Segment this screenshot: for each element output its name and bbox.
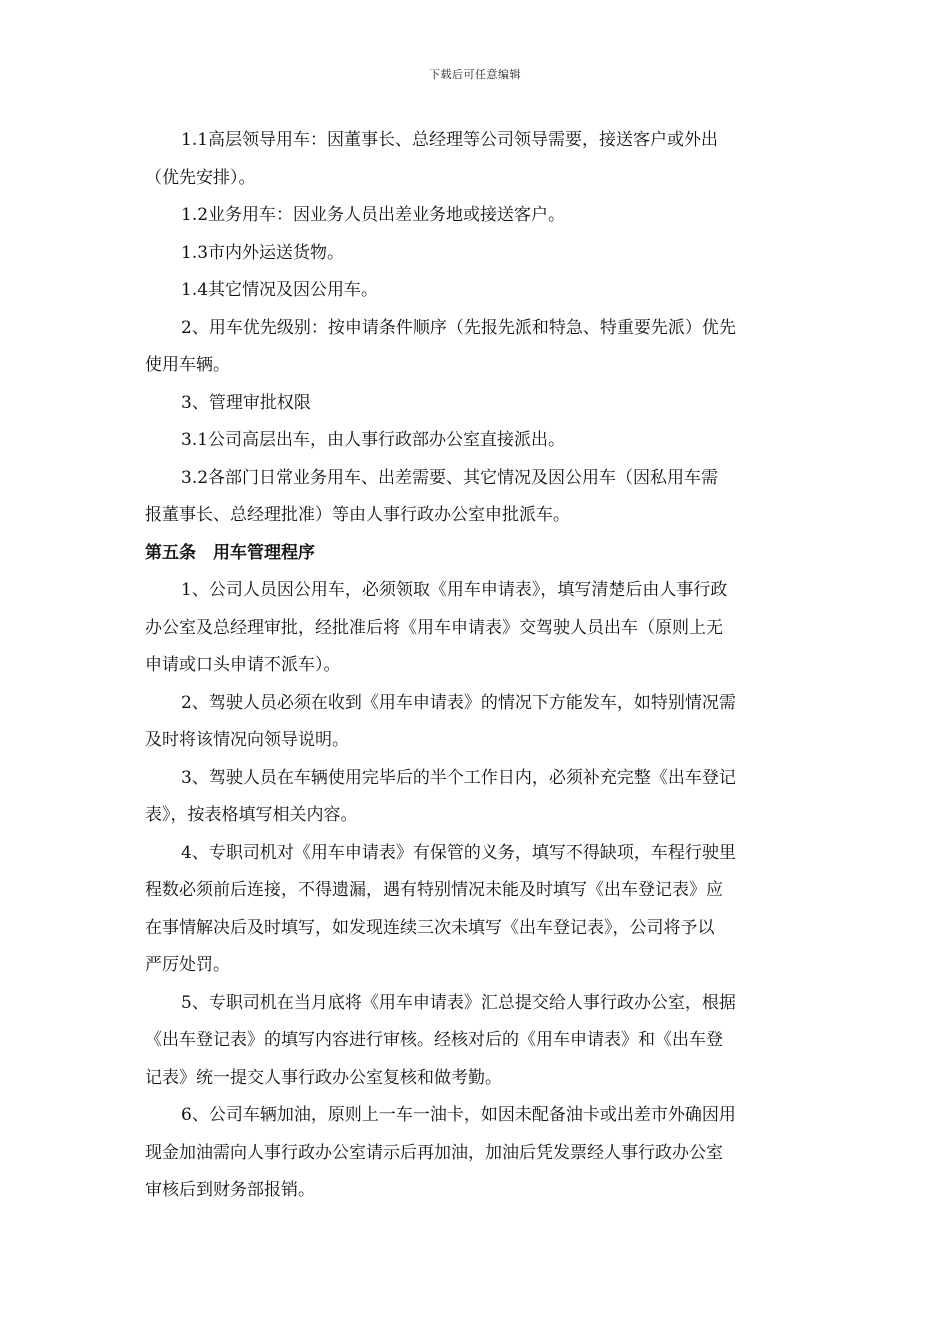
paragraph-line: 3.1公司高层出车，由人事行政部办公室直接派出。 [181, 430, 566, 450]
paragraph-line: 使用车辆。 [145, 355, 230, 375]
paragraph-line: 1.3市内外运送货物。 [181, 242, 345, 263]
paragraph-line: 报董事长、总经理批准）等由人事行政办公室申批派车。 [145, 505, 570, 525]
paragraph-line: 在事情解决后及时填写，如发现连续三次未填写《出车登记表》，公司将予以 [145, 917, 715, 938]
download-note: 下载后可任意编辑 [429, 68, 521, 81]
paragraph-line: 1、公司人员因公用车，必须领取《用车申请表》，填写清楚后由人事行政 [181, 580, 728, 600]
paragraph-line: 1.1高层领导用车：因董事长、总经理等公司领导需要，接送客户或外出 [181, 130, 719, 150]
paragraph-line: 5、专职司机在当月底将《用车申请表》汇总提交给人事行政办公室，根据 [181, 992, 736, 1013]
paragraph-line: 现金加油需向人事行政办公室请示后再加油，加油后凭发票经人事行政办公室 [145, 1142, 723, 1163]
paragraph-line: 4、专职司机对《用车申请表》有保管的义务，填写不得缺项，车程行驶里 [181, 842, 736, 863]
paragraph-line: 严厉处罚。 [145, 955, 230, 975]
paragraph-line: 及时将该情况向领导说明。 [145, 730, 349, 750]
paragraph-line: 审核后到财务部报销。 [145, 1180, 315, 1200]
paragraph-line: 1.4其它情况及因公用车。 [181, 280, 379, 300]
paragraph-line: 办公室及总经理审批，经批准后将《用车申请表》交驾驶人员出车（原则上无 [145, 617, 723, 638]
paragraph-line: 3、管理审批权限 [181, 392, 311, 413]
section-heading: 第五条 用车管理程序 [145, 542, 315, 563]
paragraph-line: 记表》统一提交人事行政办公室复核和做考勤。 [145, 1067, 502, 1088]
paragraph-line: 1.2业务用车：因业务人员出差业务地或接送客户。 [181, 205, 566, 225]
paragraph-line: 《出车登记表》的填写内容进行审核。经核对后的《用车申请表》和《出车登 [145, 1030, 723, 1050]
paragraph-line: 3.2各部门日常业务用车、出差需要、其它情况及因公用车（因私用车需 [181, 467, 719, 488]
paragraph-line: 2、驾驶人员必须在收到《用车申请表》的情况下方能发车，如特别情况需 [181, 692, 736, 713]
paragraph-line: 程数必须前后连接，不得遗漏，遇有特别情况未能及时填写《出车登记表》应 [145, 880, 723, 900]
paragraph-line: （优先安排）。 [145, 167, 256, 188]
paragraph-line: 2、用车优先级别：按申请条件顺序（先报先派和特急、特重要先派）优先 [181, 317, 736, 338]
paragraph-line: 6、公司车辆加油，原则上一车一油卡，如因未配备油卡或出差市外确因用 [181, 1105, 736, 1125]
paragraph-line: 3、驾驶人员在车辆使用完毕后的半个工作日内，必须补充完整《出车登记 [181, 767, 736, 788]
document-body [145, 122, 810, 1210]
paragraph-line: 申请或口头申请不派车）。 [145, 655, 341, 675]
paragraph-line: 表》，按表格填写相关内容。 [145, 805, 358, 825]
